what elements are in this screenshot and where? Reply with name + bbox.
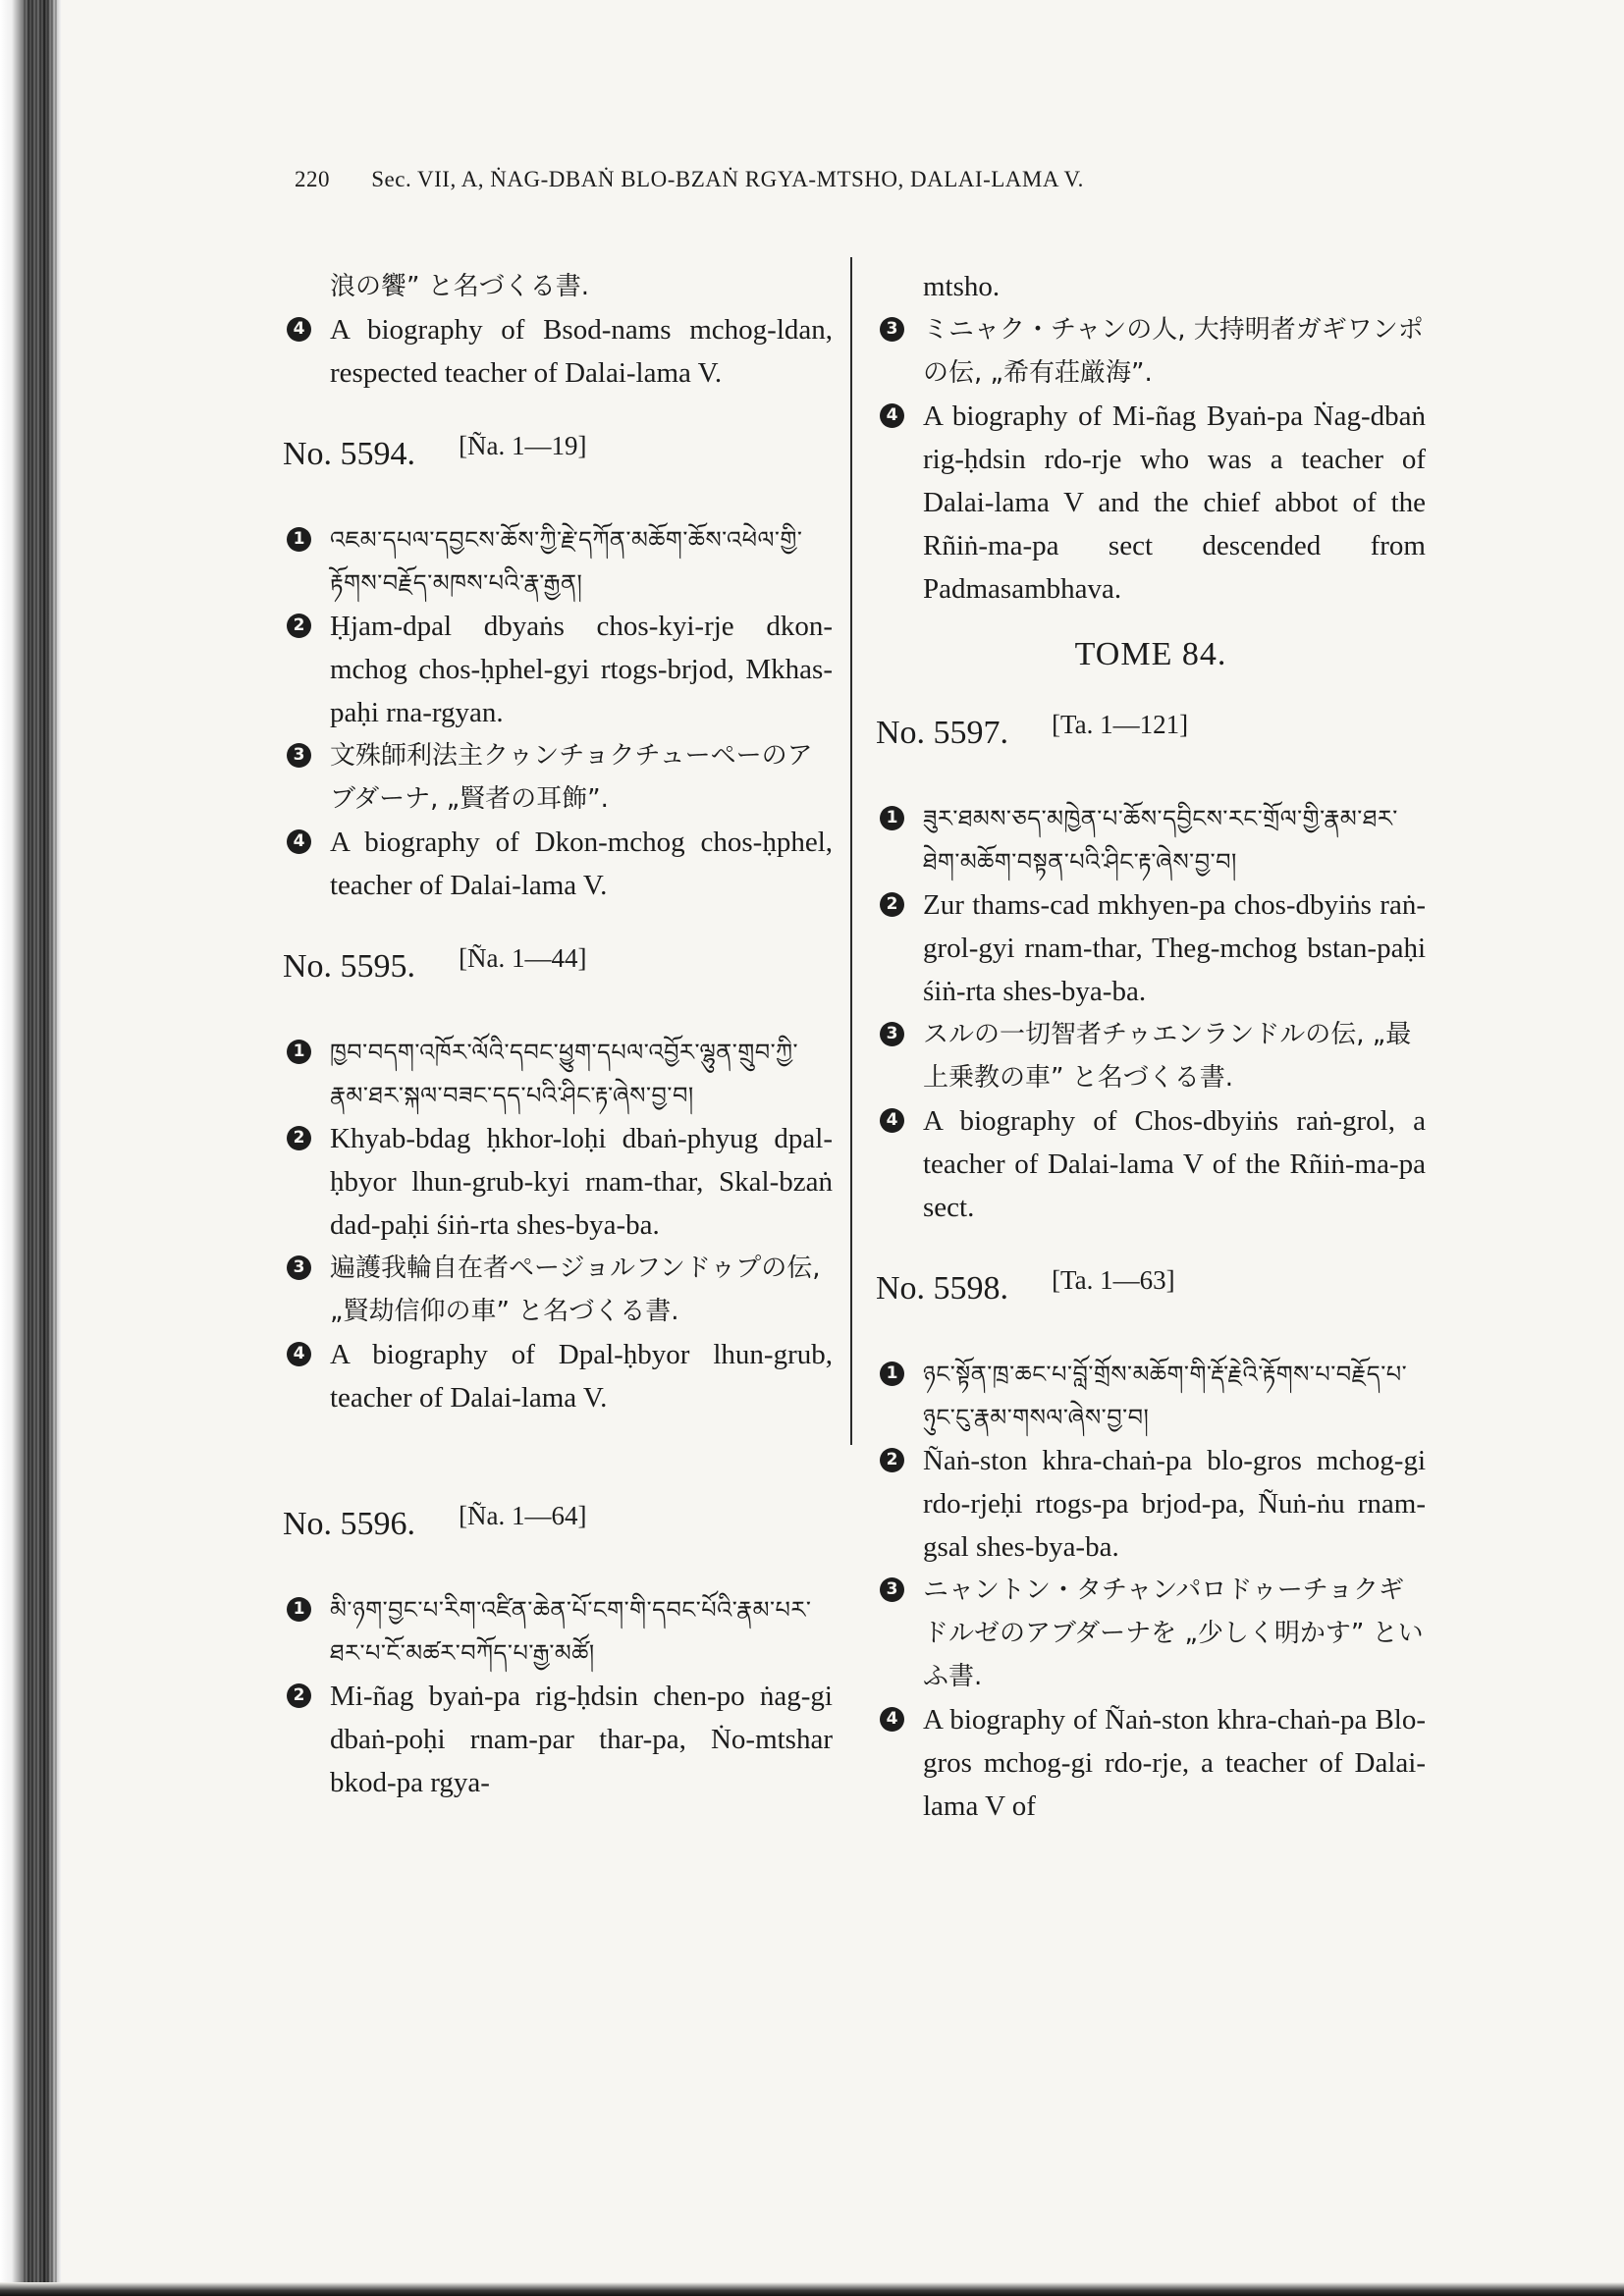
entry-5596 — [283, 1501, 833, 1804]
entry-reference: [Ta. 1—121] — [1052, 710, 1189, 739]
circled-number-2-icon: 2 — [880, 892, 904, 917]
entry-number: No. 5595. — [283, 948, 416, 985]
tibetan-title: 1 འཇམ་དཔལ་དབྱངས་ཆོས་ཀྱི་རྗེ་དཀོན་མཆོག་ཆོས་འཕེལ་གྱི་རྟོགས་བརྗོད་མཁས་པའི་རྣ་རྒྱན། — [283, 518, 833, 605]
english-description: 4 A biography of Mi-ñag Byaṅ-pa Ṅag-dbaṅ rig-ḥdsin rdo-rje who was a teacher of Dalai-lama V and the chief abbot of the Rñiṅ-ma-pa sect descended from Padmasambhava. — [876, 395, 1426, 611]
circled-number-4-icon: 4 — [287, 317, 311, 342]
japanese-translation: 3 文殊師利法主クゥンチョクチューペーのアブダーナ, „賢者の耳飾”. — [283, 734, 833, 821]
japanese-translation: 3 スルの一切智者チゥエンランドルの伝, „最上乗教の車” と名づくる書. — [876, 1013, 1426, 1099]
continued-transliteration-tail: mtsho. — [923, 271, 1001, 302]
tibetan-title: 1 ཟུར་ཐམས་ཅད་མཁྱེན་པ་ཆོས་དབྱིངས་རང་གྲོལ་གྱི་རྣམ་ཐར་ཐེག་མཆོག་བསྟན་པའི་ཤིང་རྟ་ཞེས་བྱ་བ། — [876, 797, 1426, 883]
circled-number-3-icon: 3 — [880, 1022, 904, 1046]
circled-number-3-icon: 3 — [880, 1577, 904, 1602]
right-column — [876, 265, 1426, 1828]
entry-number: No. 5598. — [876, 1270, 1009, 1307]
entry-heading — [283, 943, 833, 997]
circled-number-3-icon: 3 — [880, 317, 904, 342]
circled-number-4-icon: 4 — [880, 1108, 904, 1133]
transliteration: 2 Mi-ñag byaṅ-pa rig-ḥdsin chen-po ṅag-gi dbaṅ-poḥi rnam-par thar-pa, Ṅo-mtshar bkod-pa rgya- — [283, 1675, 833, 1804]
entry-heading — [283, 431, 833, 485]
circled-number-2-icon: 2 — [287, 614, 311, 638]
entry-reference: [Ña. 1—64] — [459, 1501, 587, 1530]
english-description: 4 A biography of Chos-dbyiṅs raṅ-grol, a teacher of Dalai-lama V of the Rñiṅ-ma-pa sect. — [876, 1099, 1426, 1229]
entry-5594 — [283, 431, 833, 907]
circled-number-1-icon: 1 — [880, 806, 904, 830]
circled-number-4-icon: 4 — [287, 829, 311, 854]
entry-reference: [Ña. 1—44] — [459, 943, 587, 973]
left-column — [283, 265, 833, 1804]
transliteration: 2 Ḥjam-dpal dbyaṅs chos-kyi-rje dkon-mchog chos-ḥphel-gyi rtogs-brjod, Mkhas-paḥi rna-rgyan. — [283, 605, 833, 734]
japanese-translation: 3 ミニャク・チャンの人, 大持明者ガギワンポの伝, „希有荘厳海”. — [876, 308, 1426, 395]
circled-number-4-icon: 4 — [880, 403, 904, 428]
tome-heading: TOME 84. — [1074, 636, 1227, 672]
circled-number-3-icon: 3 — [287, 1255, 311, 1280]
circled-number-3-icon: 3 — [287, 743, 311, 768]
entry-heading — [876, 1265, 1426, 1319]
entry-heading — [283, 1501, 833, 1555]
entry-number: No. 5594. — [283, 436, 416, 472]
english-description: 4 A biography of Dkon-mchog chos-ḥphel, teacher of Dalai-lama V. — [283, 821, 833, 907]
spacer — [283, 1419, 833, 1465]
page-number: 220 — [295, 167, 330, 191]
tibetan-title: 1 ཉང་སྟོན་ཁྲ་ཆང་པ་བློ་གྲོས་མཆོག་གི་རྡོ་རྗེའི་རྟོགས་པ་བརྗོད་པ་ཉུང་ངུ་རྣམ་གསལ་ཞེས་བྱ་བ། — [876, 1353, 1426, 1439]
continued-japanese-tail: 浪の饗” と名づくる書. — [330, 272, 589, 301]
english-description: 4 A biography of Ñaṅ-ston khra-chaṅ-pa Blo-gros mchog-gi rdo-rje, a teacher of Dalai-lama V of — [876, 1698, 1426, 1828]
column-divider — [850, 257, 852, 1445]
entry-number: No. 5597. — [876, 715, 1009, 751]
transliteration: 2 Khyab-bdag ḥkhor-loḥi dbaṅ-phyug dpal-ḥbyor lhun-grub-kyi rnam-thar, Skal-bzaṅ dad-paḥi śiṅ-rta shes-bya-ba. — [283, 1117, 833, 1247]
japanese-translation: 3 遍護我輪自在者ページョルフンドゥプの伝, „賢劫信仰の車” と名づくる書. — [283, 1247, 833, 1333]
tibetan-title: 1 ཁྱབ་བདག་འཁོར་ལོའི་དབང་ཕྱུག་དཔལ་འབྱོར་ལྷུན་གྲུབ་ཀྱི་རྣམ་ཐར་སྐལ་བཟང་དད་པའི་ཤིང་རྟ་ཞེས་བྱ་བ། — [283, 1031, 833, 1117]
entry-5598 — [876, 1265, 1426, 1828]
entry-reference: [Ña. 1—19] — [459, 431, 587, 460]
entry-5597 — [876, 710, 1426, 1229]
circled-number-1-icon: 1 — [287, 527, 311, 552]
book-spine-texture — [24, 0, 57, 2296]
circled-number-1-icon: 1 — [287, 1040, 311, 1064]
entry-5593-english: 4 A biography of Bsod-nams mchog-ldan, respected teacher of Dalai-lama V. — [283, 308, 833, 395]
circled-number-2-icon: 2 — [880, 1448, 904, 1472]
entry-reference: [Ta. 1—63] — [1052, 1265, 1175, 1295]
circled-number-4-icon: 4 — [287, 1342, 311, 1366]
entry-5595 — [283, 943, 833, 1419]
english-description: 4 A biography of Dpal-ḥbyor lhun-grub, teacher of Dalai-lama V. — [283, 1333, 833, 1419]
entry-number: No. 5596. — [283, 1506, 416, 1542]
running-title: Sec. VII, A, ṄAG-DBAṄ BLO-BZAṄ RGYA-MTSHO, DALAI-LAMA V. — [371, 167, 1084, 191]
transliteration: 2 Zur thams-cad mkhyen-pa chos-dbyiṅs raṅ-grol-gyi rnam-thar, Theg-mchog bstan-paḥi śiṅ-rta shes-bya-ba. — [876, 883, 1426, 1013]
page-bottom-edge — [0, 2282, 1624, 2296]
transliteration: 2 Ñaṅ-ston khra-chaṅ-pa blo-gros mchog-gi rdo-rjeḥi rtogs-pa brjod-pa, Ñuṅ-ṅu rnam-gsal shes-bya-ba. — [876, 1439, 1426, 1569]
circled-number-2-icon: 2 — [287, 1683, 311, 1708]
entry-heading — [876, 710, 1426, 764]
circled-number-1-icon: 1 — [287, 1597, 311, 1622]
japanese-translation: 3 ニャントン・タチャンパロドゥーチョクギドルゼのアブダーナを „少しく明かす” といふ書. — [876, 1569, 1426, 1698]
circled-number-1-icon: 1 — [880, 1362, 904, 1386]
tibetan-title: 1 མི་ཉག་བྱང་པ་རིག་འཛིན་ཆེན་པོ་ངག་གི་དབང་པོའི་རྣམ་པར་ཐར་པ་ངོ་མཚར་བཀོད་པ་རྒྱ་མཚོ། — [283, 1588, 833, 1675]
running-header — [295, 167, 1084, 192]
circled-number-4-icon: 4 — [880, 1707, 904, 1732]
circled-number-2-icon: 2 — [287, 1126, 311, 1150]
